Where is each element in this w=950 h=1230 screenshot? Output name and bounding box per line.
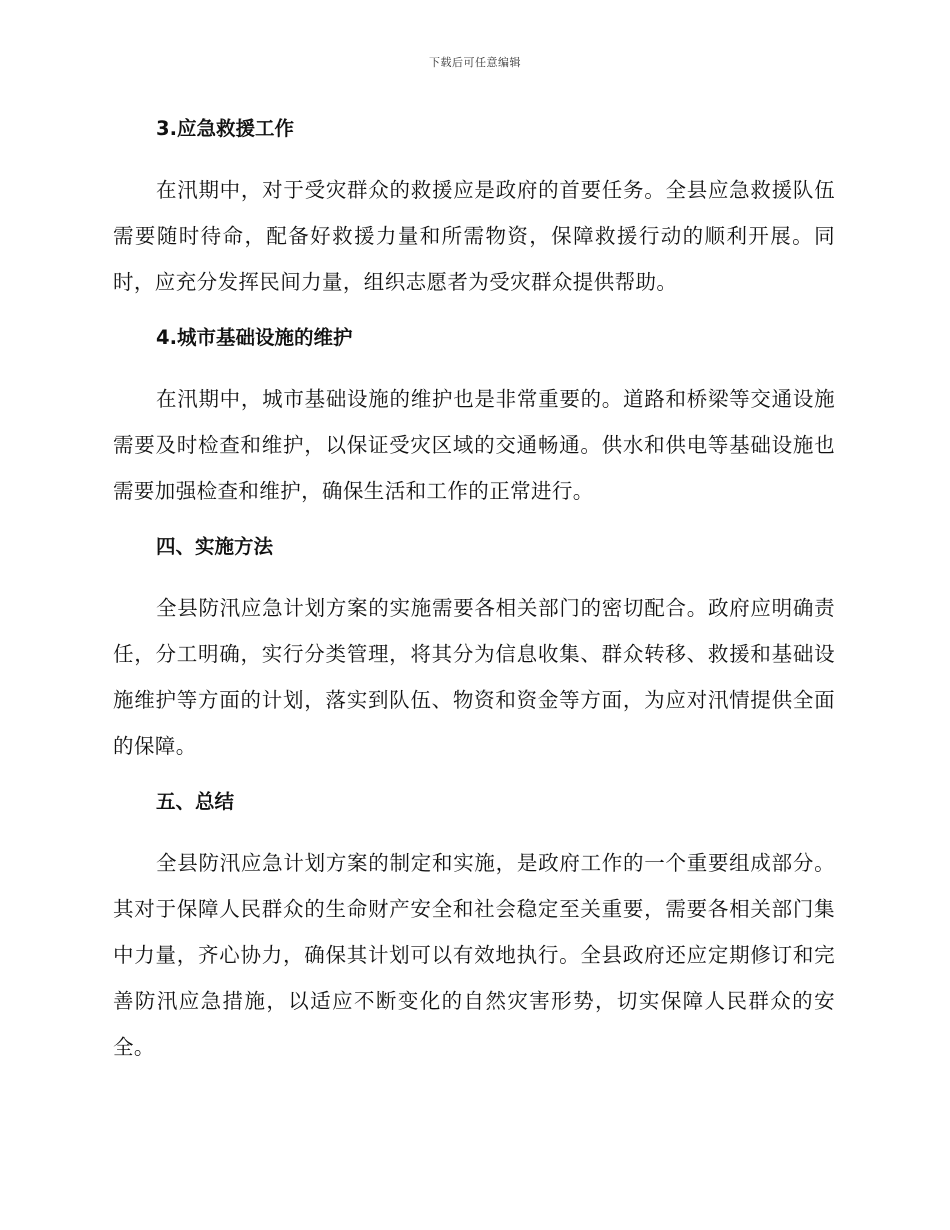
section-paragraph-summary: 全县防汛应急计划方案的制定和实施，是政府工作的一个重要组成部分。其对于保障人民群众的生命财产安全和社会稳定至关重要，需要各相关部门集中力量，齐心协力，确保其计划可以有效地执行。全县政府还应定期修订和完善防汛应急措施，以适应不断变化的自然灾害形势，切实保障人民群众的安全。	[113, 851, 835, 1059]
document-body	[113, 113, 835, 1070]
section-paragraph-emergency-rescue: 在汛期中，对于受灾群众的救援应是政府的首要任务。全县应急救援队伍需要随时待命，配备好救援力量和所需物资，保障救援行动的顺利开展。同时，应充分发挥民间力量，组织志愿者为受灾群众提供帮助。	[113, 178, 835, 294]
page-header: 下载后可任意编辑	[429, 56, 521, 69]
section-heading-summary: 五、总结	[156, 790, 235, 813]
section-heading-infrastructure: 4.城市基础设施的维护	[156, 326, 353, 349]
section-heading-emergency-rescue: 3.应急救援工作	[156, 117, 294, 140]
section-paragraph-infrastructure: 在汛期中，城市基础设施的维护也是非常重要的。道路和桥梁等交通设施需要及时检查和维护，以保证受灾区域的交通畅通。供水和供电等基础设施也需要加强检查和维护，确保生活和工作的正常进行。	[113, 387, 835, 503]
section-paragraph-implementation: 全县防汛应急计划方案的实施需要各相关部门的密切配合。政府应明确责任，分工明确，实行分类管理，将其分为信息收集、群众转移、救援和基础设施维护等方面的计划，落实到队伍、物资和资金等方面，为应对汛情提供全面的保障。	[113, 596, 835, 758]
section-heading-implementation: 四、实施方法	[156, 535, 274, 558]
